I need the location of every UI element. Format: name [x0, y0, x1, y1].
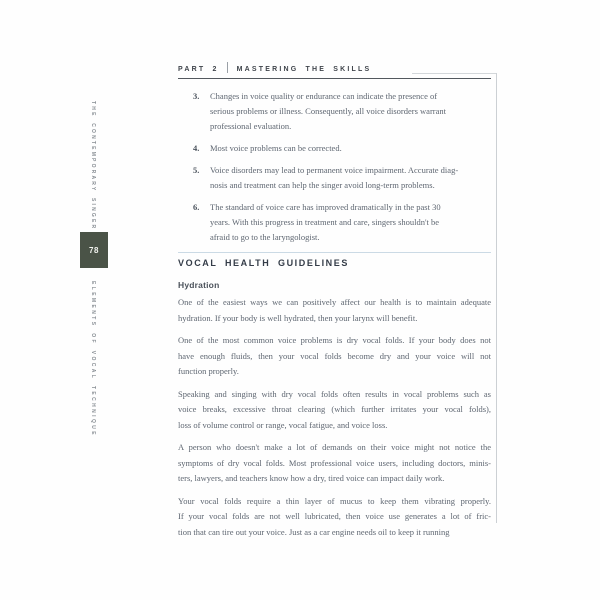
list-item: [178, 163, 491, 193]
text-line: tion that can tire out your voice. Just as a car engine needs oil to keep it running: [178, 526, 450, 537]
text-line: The standard of voice care has improved dramatically in the past 30: [210, 202, 441, 212]
paragraph: [178, 295, 491, 326]
text-line: Your vocal folds require a thin layer of mucus to keep them vibrating properly.: [178, 495, 491, 506]
running-header-title: MASTERING THE SKILLS: [236, 66, 372, 73]
paragraph: [178, 494, 491, 541]
text-line: Changes in voice quality or endurance can indicate the presence of: [210, 91, 438, 101]
subsection-heading: Hydration: [178, 280, 220, 290]
text-line: years. With this progress in treatment and care, singers shouldn't be: [210, 217, 440, 227]
paragraph: [178, 440, 491, 487]
text-line: Speaking and singing with dry vocal folds often results in vocal problems such as: [178, 388, 491, 399]
list-item-text: [210, 163, 491, 193]
section-divider: [178, 252, 491, 253]
paragraph: [178, 333, 491, 380]
running-header: [178, 62, 491, 79]
section-heading: VOCAL HEALTH GUIDELINES: [178, 258, 349, 268]
page-right-edge: [496, 73, 497, 523]
list-item-number: 6.: [193, 202, 200, 212]
page-number: 78: [89, 245, 99, 255]
text-line: If your vocal folds are not well lubricated, then voice use generates a lot of fric-: [178, 511, 491, 521]
list-item-text: [210, 200, 491, 245]
list-item-number: 5.: [193, 165, 200, 175]
text-line: have enough fluids, then your vocal folds become dry and your voice will not: [178, 350, 491, 361]
paragraph: [178, 387, 491, 434]
text-line: professional evaluation.: [210, 121, 292, 131]
text-line: symptoms of dry vocal folds. Most professional voice users, including doctors, minis-: [178, 457, 491, 468]
text-line: voice breaks, excessive throat clearing (which further irritates your vocal folds),: [178, 404, 491, 414]
list-item-text: [210, 141, 491, 156]
text-line: serious problems or illness. Consequently, all voice disorders warrant: [210, 106, 446, 116]
text-line: A person who doesn't make a lot of demands on their voice might not notice the: [178, 442, 491, 452]
text-line: Voice disorders may lead to permanent voice impairment. Accurate diag-: [210, 165, 459, 175]
list-item-number: 3.: [193, 91, 200, 101]
header-separator: [227, 62, 228, 73]
text-line: One of the easiest ways we can positively affect our health is to maintain adequate: [178, 297, 491, 307]
text-line: ters, lawyers, and teachers know how a dry, tired voice can impact daily work.: [178, 473, 445, 483]
text-line: One of the most common voice problems is dry vocal folds. If your body does not: [178, 335, 491, 345]
list-item: [178, 200, 491, 245]
numbered-list: [178, 89, 491, 245]
text-line: loss of volume control or range, vocal fatigue, and voice loss.: [178, 419, 388, 430]
text-line: nosis and treatment can help the singer avoid long-term problems.: [210, 180, 435, 190]
list-item-text: [210, 89, 491, 134]
list-item: [178, 89, 491, 134]
list-item-number: 4.: [193, 143, 200, 153]
chapter-title-vertical: ELEMENTS OF VOCAL TECHNIQUE: [90, 281, 96, 437]
text-line: Most voice problems can be corrected.: [210, 143, 342, 153]
page-number-badge: [80, 232, 108, 268]
text-line: function properly.: [178, 366, 239, 376]
list-item: [178, 141, 491, 156]
page-content: [178, 62, 491, 547]
text-line: afraid to go to the laryngologist.: [210, 232, 320, 242]
body-paragraphs: [178, 295, 491, 540]
book-title-vertical: THE CONTEMPORARY SINGER: [90, 101, 96, 231]
text-line: hydration. If your body is well hydrated, then your larynx will benefit.: [178, 312, 418, 323]
running-header-part: PART 2: [178, 66, 219, 73]
